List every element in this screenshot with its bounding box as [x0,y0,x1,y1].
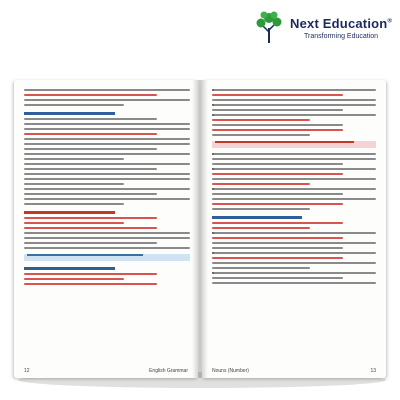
right-page-text [212,86,376,360]
left-page-text [24,86,190,360]
left-page [14,80,198,378]
tree-icon [252,10,286,44]
brand-tagline: Transforming Education [304,33,379,40]
right-page [202,80,386,378]
brand-logo [252,10,392,46]
right-page-footer-title: Nouns (Number) [212,368,249,374]
open-book [14,80,390,390]
left-page-number: 12 [24,368,30,374]
right-page-number: 13 [370,368,376,374]
left-page-footer-title: English Grammar [149,368,188,374]
book-gutter [192,80,208,378]
brand-name: Next Education® [290,16,393,31]
